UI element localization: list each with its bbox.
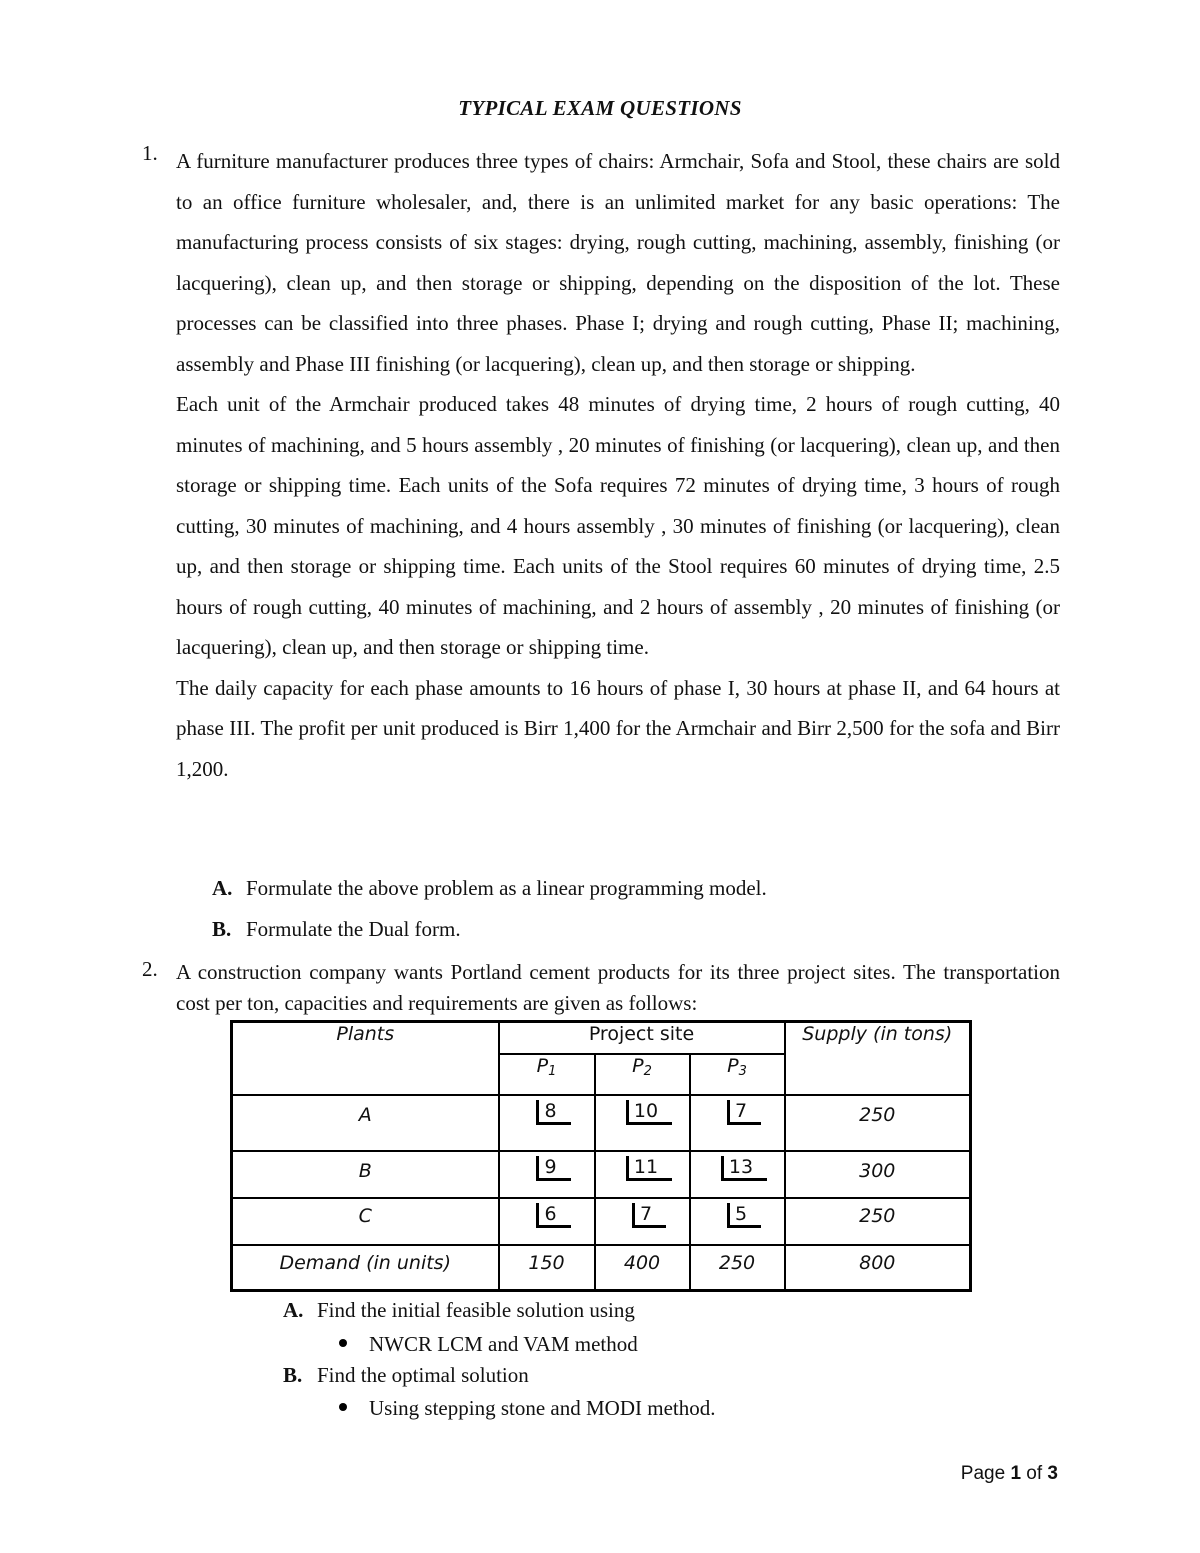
header-project-site: Project site <box>499 1022 785 1054</box>
demand-total: 800 <box>785 1245 971 1291</box>
site-header-p1: P1 <box>499 1054 595 1095</box>
supply-value: 250 <box>785 1198 971 1245</box>
bullet-text: Using stepping stone and MODI method. <box>369 1396 716 1420</box>
bullet-icon <box>339 1339 347 1347</box>
part-b-text: Formulate the Dual form. <box>246 917 461 941</box>
question-1-paragraph-2: Each unit of the Armchair produced takes 48 minutes of drying time, 2 hours of rough cutting, 40 minutes of machining, and 5 hours assembly , 20 minutes of finishing (or lacquering), clean up, and then storage or shipping time. Each units of the Sofa requires 72 minutes of drying time, 3 hours of rough cutting, 30 minutes of machining, and 4 hours assembly , 30 minutes of finishing (or lacquering), clean up, and then storage or shipping time. Each units of the Stool requires 60 minutes of drying time, 2.5 hours of rough cutting, 40 minutes of machining, and 2 hours of assembly , 20 minutes of finishing (or lacquering), clean up, and then storage or shipping time. <box>176 392 1060 659</box>
plant-label: A <box>232 1095 499 1151</box>
page-total: 3 <box>1047 1463 1058 1484</box>
part-a-label: A. <box>283 1298 304 1322</box>
question-2-intro: A construction company wants Portland cement products for its three project sites. The transportation cost per ton, capacities and requirements are given as follows: <box>176 960 1060 1015</box>
cost-value: 7 <box>727 1100 761 1125</box>
page-of: of <box>1021 1463 1048 1484</box>
supply-value: 250 <box>785 1095 971 1151</box>
cost-value: 5 <box>727 1203 761 1228</box>
question-1-body <box>176 141 1060 789</box>
demand-value: 250 <box>690 1245 785 1291</box>
part-b-label: B. <box>283 1363 303 1387</box>
cost-value: 8 <box>536 1100 570 1125</box>
page-number: 1 <box>1010 1463 1022 1484</box>
cost-cell <box>595 1198 690 1245</box>
bullet-icon <box>339 1403 347 1411</box>
cost-cell <box>595 1095 690 1151</box>
question-1-number: 1. <box>142 141 158 165</box>
cost-value: 13 <box>721 1156 767 1181</box>
question-2-part-a <box>283 1298 635 1323</box>
part-a-label: A. <box>212 876 233 900</box>
table-row <box>232 1095 971 1151</box>
cost-cell <box>690 1198 785 1245</box>
table-row <box>232 1198 971 1245</box>
site-header-p3: P3 <box>690 1054 785 1095</box>
part-b-label: B. <box>212 917 232 941</box>
cost-cell <box>499 1151 595 1198</box>
header-supply: Supply (in tons) <box>785 1022 971 1095</box>
question-1-paragraph-3: The daily capacity for each phase amounts to 16 hours of phase I, 30 hours at phase II, and 64 hours at phase III. The profit per unit produced is Birr 1,400 for the Armchair and Birr 2,500 for the sofa and Birr 1,200. <box>176 675 1060 781</box>
supply-value: 300 <box>785 1151 971 1198</box>
plant-label: B <box>232 1151 499 1198</box>
table-row <box>232 1151 971 1198</box>
cost-cell <box>499 1198 595 1245</box>
bullet-text: NWCR LCM and VAM method <box>369 1332 638 1356</box>
question-1-part-a <box>212 876 767 901</box>
demand-value: 400 <box>595 1245 690 1291</box>
site-header-p2: P2 <box>595 1054 690 1095</box>
cost-cell <box>690 1095 785 1151</box>
cost-cell <box>690 1151 785 1198</box>
question-2-part-b <box>283 1363 529 1388</box>
cost-value: 10 <box>626 1100 672 1125</box>
question-1-paragraph-1: A furniture manufacturer produces three types of chairs: Armchair, Sofa and Stool, these chairs are sold to an office furniture wholesaler, and, there is an unlimited market for any basic operations: The manufacturing process consists of six stages: drying, rough cutting, machining, assembly, finishing (or lacquering), clean up, and then storage or shipping, depending on the disposition of the lot. These processes can be classified into three phases. Phase I; drying and rough cutting, Phase II; machining, assembly and Phase III finishing (or lacquering), clean up, and then storage or shipping. <box>176 149 1060 376</box>
cost-cell <box>595 1151 690 1198</box>
question-1-part-b <box>212 917 461 942</box>
question-2-number: 2. <box>142 957 158 981</box>
question-2-part-b-bullet <box>339 1396 715 1421</box>
cost-value: 9 <box>536 1156 570 1181</box>
page-title: TYPICAL EXAM QUESTIONS <box>458 96 742 120</box>
demand-value: 150 <box>499 1245 595 1291</box>
table-row-demand <box>232 1245 971 1291</box>
question-2-part-a-bullet <box>339 1332 638 1357</box>
part-a-text: Find the initial feasible solution using <box>317 1298 635 1322</box>
page-footer <box>961 1463 1058 1485</box>
cost-cell <box>499 1095 595 1151</box>
transportation-table <box>230 1020 972 1292</box>
part-b-text: Find the optimal solution <box>317 1363 529 1387</box>
page-label: Page <box>960 1463 1011 1484</box>
cost-value: 11 <box>626 1156 672 1181</box>
cost-value: 6 <box>536 1203 570 1228</box>
plant-label: C <box>232 1198 499 1245</box>
cost-value: 7 <box>632 1203 666 1228</box>
demand-label: Demand (in units) <box>232 1245 499 1291</box>
part-a-text: Formulate the above problem as a linear programming model. <box>246 876 767 900</box>
header-plants: Plants <box>232 1022 499 1095</box>
